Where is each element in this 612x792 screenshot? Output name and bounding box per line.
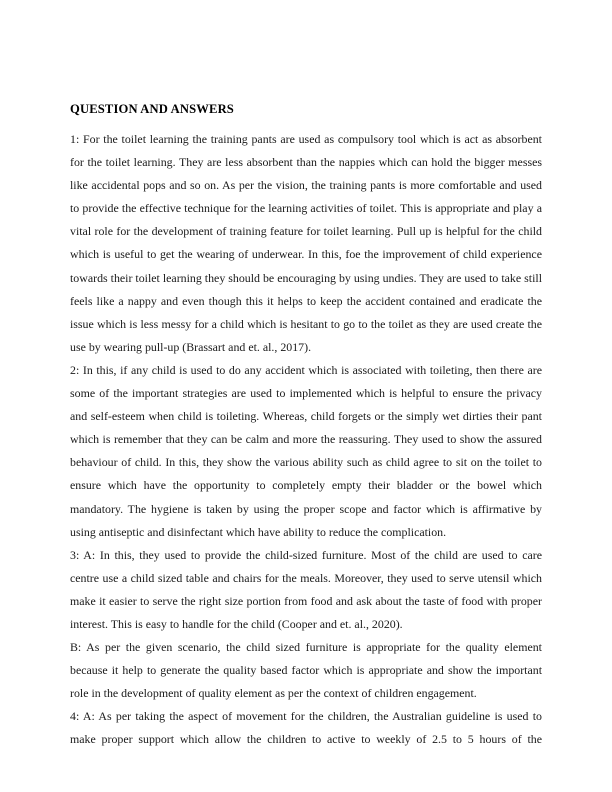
page-title: QUESTION AND ANSWERS <box>70 102 234 116</box>
paragraph-answer-4-a: 4: A: As per taking the aspect of movement for the children, the Australian guideline is used to make proper support which allow the children to active to weekly of 2.5 to 5 hours of the <box>70 709 542 747</box>
paragraph-answer-3-a: 3: A: In this, they used to provide the child-sized furniture. Most of the child are used to care centre use a child sized table and chairs for the meals. Moreover, they used to serve utensil which make it easier to serve the right size portion from food and ask about the taste of food with proper interest. This is easy to handle for the child (Cooper and et. al., 2020). <box>70 547 542 631</box>
paragraph-answer-3-b: B: As per the given scenario, the child sized furniture is appropriate for the quality element because it help to generate the quality based factor which is appropriate and show the important role in the development of quality element as per the context of children engagement. <box>70 640 542 701</box>
paragraph-answer-2: 2: In this, if any child is used to do any accident which is associated with toileting, then there are some of the important strategies are used to implemented which is helpful to ensure the privacy and self-esteem when child is toileting. Whereas, child forgets or the simply wet dirties their pant which is remember that they can be calm and more the reassuring. They used to show the assured behaviour of child. In this, they show the various ability such as child agree to sit on the toilet to ensure which have the opportunity to completely empty their bladder or the bowel which mandatory. The hygiene is taken by using the proper scope and factor which is affirmative by using antiseptic and disinfectant which have ability to reduce the complication. <box>70 362 542 539</box>
paragraph-answer-1: 1: For the toilet learning the training pants are used as compulsory tool which is act as absorbent for the toilet learning. They are less absorbent than the nappies which can hold the bigger messes like accidental pops and so on. As per the vision, the training pants is more comfortable and used to provide the effective technique for the learning activities of toilet. This is appropriate and play a vital role for the development of training feature for toilet learning. Pull up is helpful for the child which is useful to get the wearing of underwear. In this, foe the improvement of child experience towards their toilet learning they should be encouraging by using undies. They are used to take still feels like a nappy and even though this it helps to keep the accident contained and eradicate the issue which is less messy for a child which is hesitant to go to the toilet as they are used create the use by wearing pull-up (Brassart and et. al., 2017). <box>70 132 542 354</box>
document-body <box>70 98 542 775</box>
